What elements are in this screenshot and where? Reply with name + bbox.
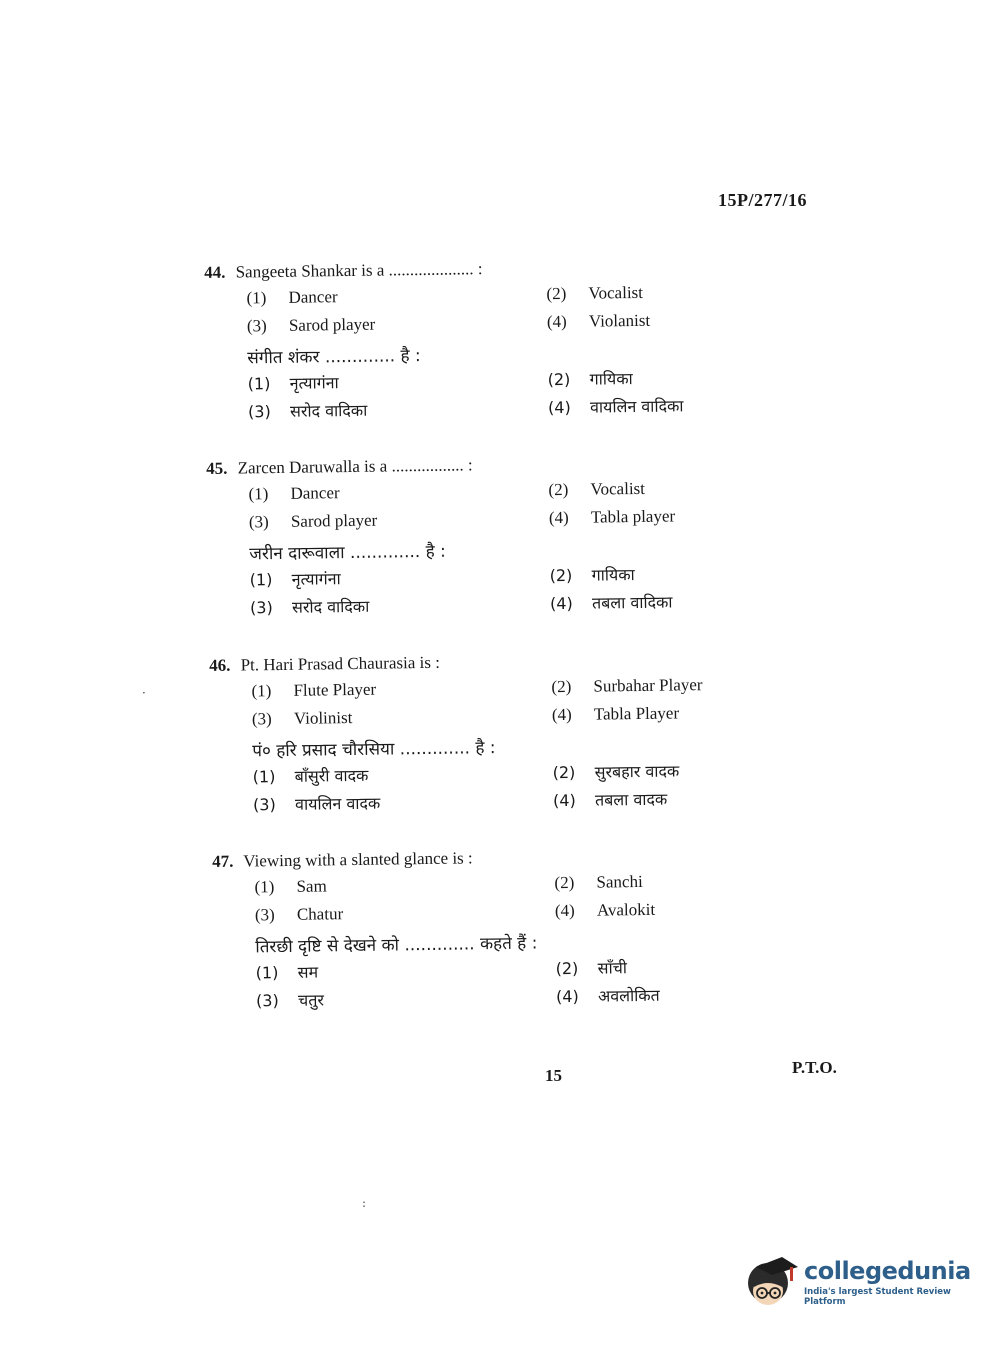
- option-label: अवलोकित: [597, 985, 660, 1006]
- option-number: (3): [251, 709, 272, 729]
- option-label: सम: [297, 962, 319, 982]
- option-2-hindi: [548, 366, 808, 392]
- option-3-hindi: [248, 397, 548, 423]
- option-number: (2): [552, 762, 576, 783]
- options-english: [248, 476, 767, 533]
- scan-speck: ·: [142, 686, 146, 700]
- mascot-logo-icon: [742, 1253, 800, 1311]
- option-number: (4): [554, 900, 575, 921]
- option-label: नृत्यागंना: [289, 373, 339, 393]
- watermark-text: [804, 1257, 972, 1307]
- options-english: [254, 869, 773, 926]
- option-label: Vocalist: [588, 282, 644, 303]
- option-label: चतुर: [297, 990, 325, 1010]
- option-number: (2): [547, 369, 571, 390]
- option-number: (4): [549, 593, 573, 614]
- option-number: (4): [546, 311, 567, 332]
- question-number: 46.: [209, 655, 231, 675]
- option-3: [255, 900, 555, 926]
- option-number: (2): [546, 283, 567, 304]
- option-4: [555, 897, 815, 923]
- option-number: (3): [247, 402, 271, 422]
- question-46: [209, 647, 771, 817]
- option-2: [546, 280, 806, 306]
- question-prompt: Pt. Hari Prasad Chaurasia is :: [240, 652, 441, 675]
- option-number: (1): [248, 484, 269, 504]
- option-3-hindi: [256, 986, 556, 1012]
- option-1: [248, 479, 548, 505]
- option-label: Tabla player: [590, 506, 676, 527]
- question-number: 45.: [206, 458, 228, 478]
- option-label: Dancer: [290, 483, 340, 503]
- option-number: (4): [555, 986, 579, 1007]
- option-label: सरोद वादिका: [291, 596, 370, 617]
- option-number: (1): [246, 288, 267, 308]
- option-label: Sarod player: [288, 314, 376, 335]
- option-4-hindi: [548, 394, 808, 420]
- option-number: (2): [555, 958, 579, 979]
- option-label: तबला वादक: [594, 789, 668, 810]
- option-number: (1): [254, 877, 275, 897]
- option-number: (4): [548, 507, 569, 528]
- option-number: (2): [551, 676, 572, 697]
- option-4: [552, 701, 812, 727]
- page-number: 15: [545, 1066, 562, 1085]
- option-number: (2): [549, 565, 573, 586]
- paper-code: 15P/277/16: [718, 190, 807, 210]
- option-2-hindi: [556, 955, 816, 981]
- option-3: [249, 507, 549, 533]
- option-number: (2): [554, 872, 575, 893]
- option-1-hindi: [253, 762, 553, 788]
- question-number: 44.: [204, 262, 226, 282]
- option-label: Violinist: [293, 708, 353, 728]
- question-47: [212, 843, 774, 1013]
- option-number: (3): [246, 316, 267, 336]
- option-label: नृत्यागंना: [291, 569, 341, 589]
- option-number: (2): [548, 479, 569, 500]
- option-number: (4): [547, 397, 571, 418]
- question-prompt: Sangeeta Shankar is a .................... :: [235, 259, 483, 282]
- option-label: सुरबहार वादक: [594, 761, 680, 782]
- option-3: [247, 311, 547, 337]
- option-4: [549, 504, 809, 530]
- option-number: (1): [251, 681, 272, 701]
- option-1-hindi: [250, 565, 550, 591]
- option-label: वायलिन वादक: [294, 793, 381, 814]
- option-1: [254, 872, 554, 898]
- option-4: [547, 308, 807, 334]
- option-2: [551, 673, 811, 699]
- option-label: Violanist: [588, 310, 651, 331]
- question-prompt-hindi: तिरछी दृष्टि से देखने को ............. कहते हैं :: [255, 933, 538, 958]
- option-4-hindi: [553, 787, 813, 813]
- option-number: (1): [247, 374, 271, 394]
- option-1: [251, 676, 551, 702]
- option-2: [554, 869, 814, 895]
- option-4-hindi: [556, 983, 816, 1009]
- option-1: [246, 283, 546, 309]
- option-label: Avalokit: [596, 899, 656, 920]
- option-number: (4): [551, 704, 572, 725]
- options-hindi: [256, 955, 775, 1012]
- question-prompt-hindi: जरीन दारूवाला ............. है :: [249, 541, 446, 565]
- option-label: गायिका: [591, 565, 635, 585]
- option-label: Sanchi: [596, 871, 643, 892]
- question-text: [206, 450, 766, 480]
- question-number: 47.: [212, 851, 234, 871]
- option-label: बाँसुरी वादक: [294, 765, 369, 786]
- option-label: Sarod player: [290, 510, 378, 531]
- options-hindi: [248, 366, 767, 423]
- option-number: (3): [252, 795, 276, 815]
- option-label: सरोद वादिका: [289, 400, 368, 421]
- option-label: Dancer: [288, 287, 338, 307]
- pto-label: P.T.O.: [792, 1058, 837, 1077]
- option-label: वायलिन वादिका: [589, 396, 684, 417]
- options-english: [251, 673, 770, 730]
- option-2-hindi: [553, 759, 813, 785]
- collegedunia-watermark: [742, 1250, 972, 1314]
- option-number: (3): [249, 598, 273, 618]
- options-english: [246, 280, 765, 337]
- option-number: (1): [252, 767, 276, 787]
- option-label: साँची: [597, 958, 628, 978]
- option-label: Flute Player: [293, 679, 377, 700]
- option-label: गायिका: [589, 369, 633, 389]
- option-number: (1): [255, 963, 279, 983]
- option-3: [252, 704, 552, 730]
- option-label: Sam: [296, 876, 327, 896]
- options-hindi: [253, 759, 772, 816]
- options-hindi: [250, 562, 769, 619]
- option-1-hindi: [256, 958, 556, 984]
- option-1-hindi: [248, 369, 548, 395]
- option-label: Tabla Player: [593, 703, 680, 724]
- option-number: (3): [248, 512, 269, 532]
- option-label: Chatur: [296, 904, 344, 924]
- option-number: (4): [552, 790, 576, 811]
- option-label: Vocalist: [590, 478, 646, 499]
- question-prompt-hindi: संगीत शंकर ............. है :: [247, 345, 421, 369]
- option-4-hindi: [550, 590, 810, 616]
- option-3-hindi: [250, 593, 550, 619]
- question-prompt: Zarcen Daruwalla is a ................. :: [237, 455, 473, 478]
- option-2: [548, 476, 808, 502]
- option-label: Surbahar Player: [593, 675, 703, 696]
- question-44: [204, 254, 766, 424]
- option-number: (1): [249, 570, 273, 590]
- option-label: तबला वादिका: [591, 592, 673, 613]
- question-text: [209, 647, 769, 677]
- question-text: [204, 254, 764, 284]
- option-2-hindi: [550, 562, 810, 588]
- option-3-hindi: [253, 790, 553, 816]
- brand-name: collegedunia: [804, 1257, 971, 1285]
- option-number: (3): [254, 905, 275, 925]
- question-prompt: Viewing with a slanted glance is :: [243, 848, 473, 871]
- question-text: [212, 843, 772, 873]
- brand-tagline: India's largest Student Review Platform: [804, 1287, 951, 1307]
- scan-speck: :: [362, 1196, 367, 1210]
- question-prompt-hindi: पं० हरि प्रसाद चौरसिया ............. है :: [252, 738, 496, 762]
- question-45: [206, 450, 768, 620]
- option-number: (3): [255, 991, 279, 1011]
